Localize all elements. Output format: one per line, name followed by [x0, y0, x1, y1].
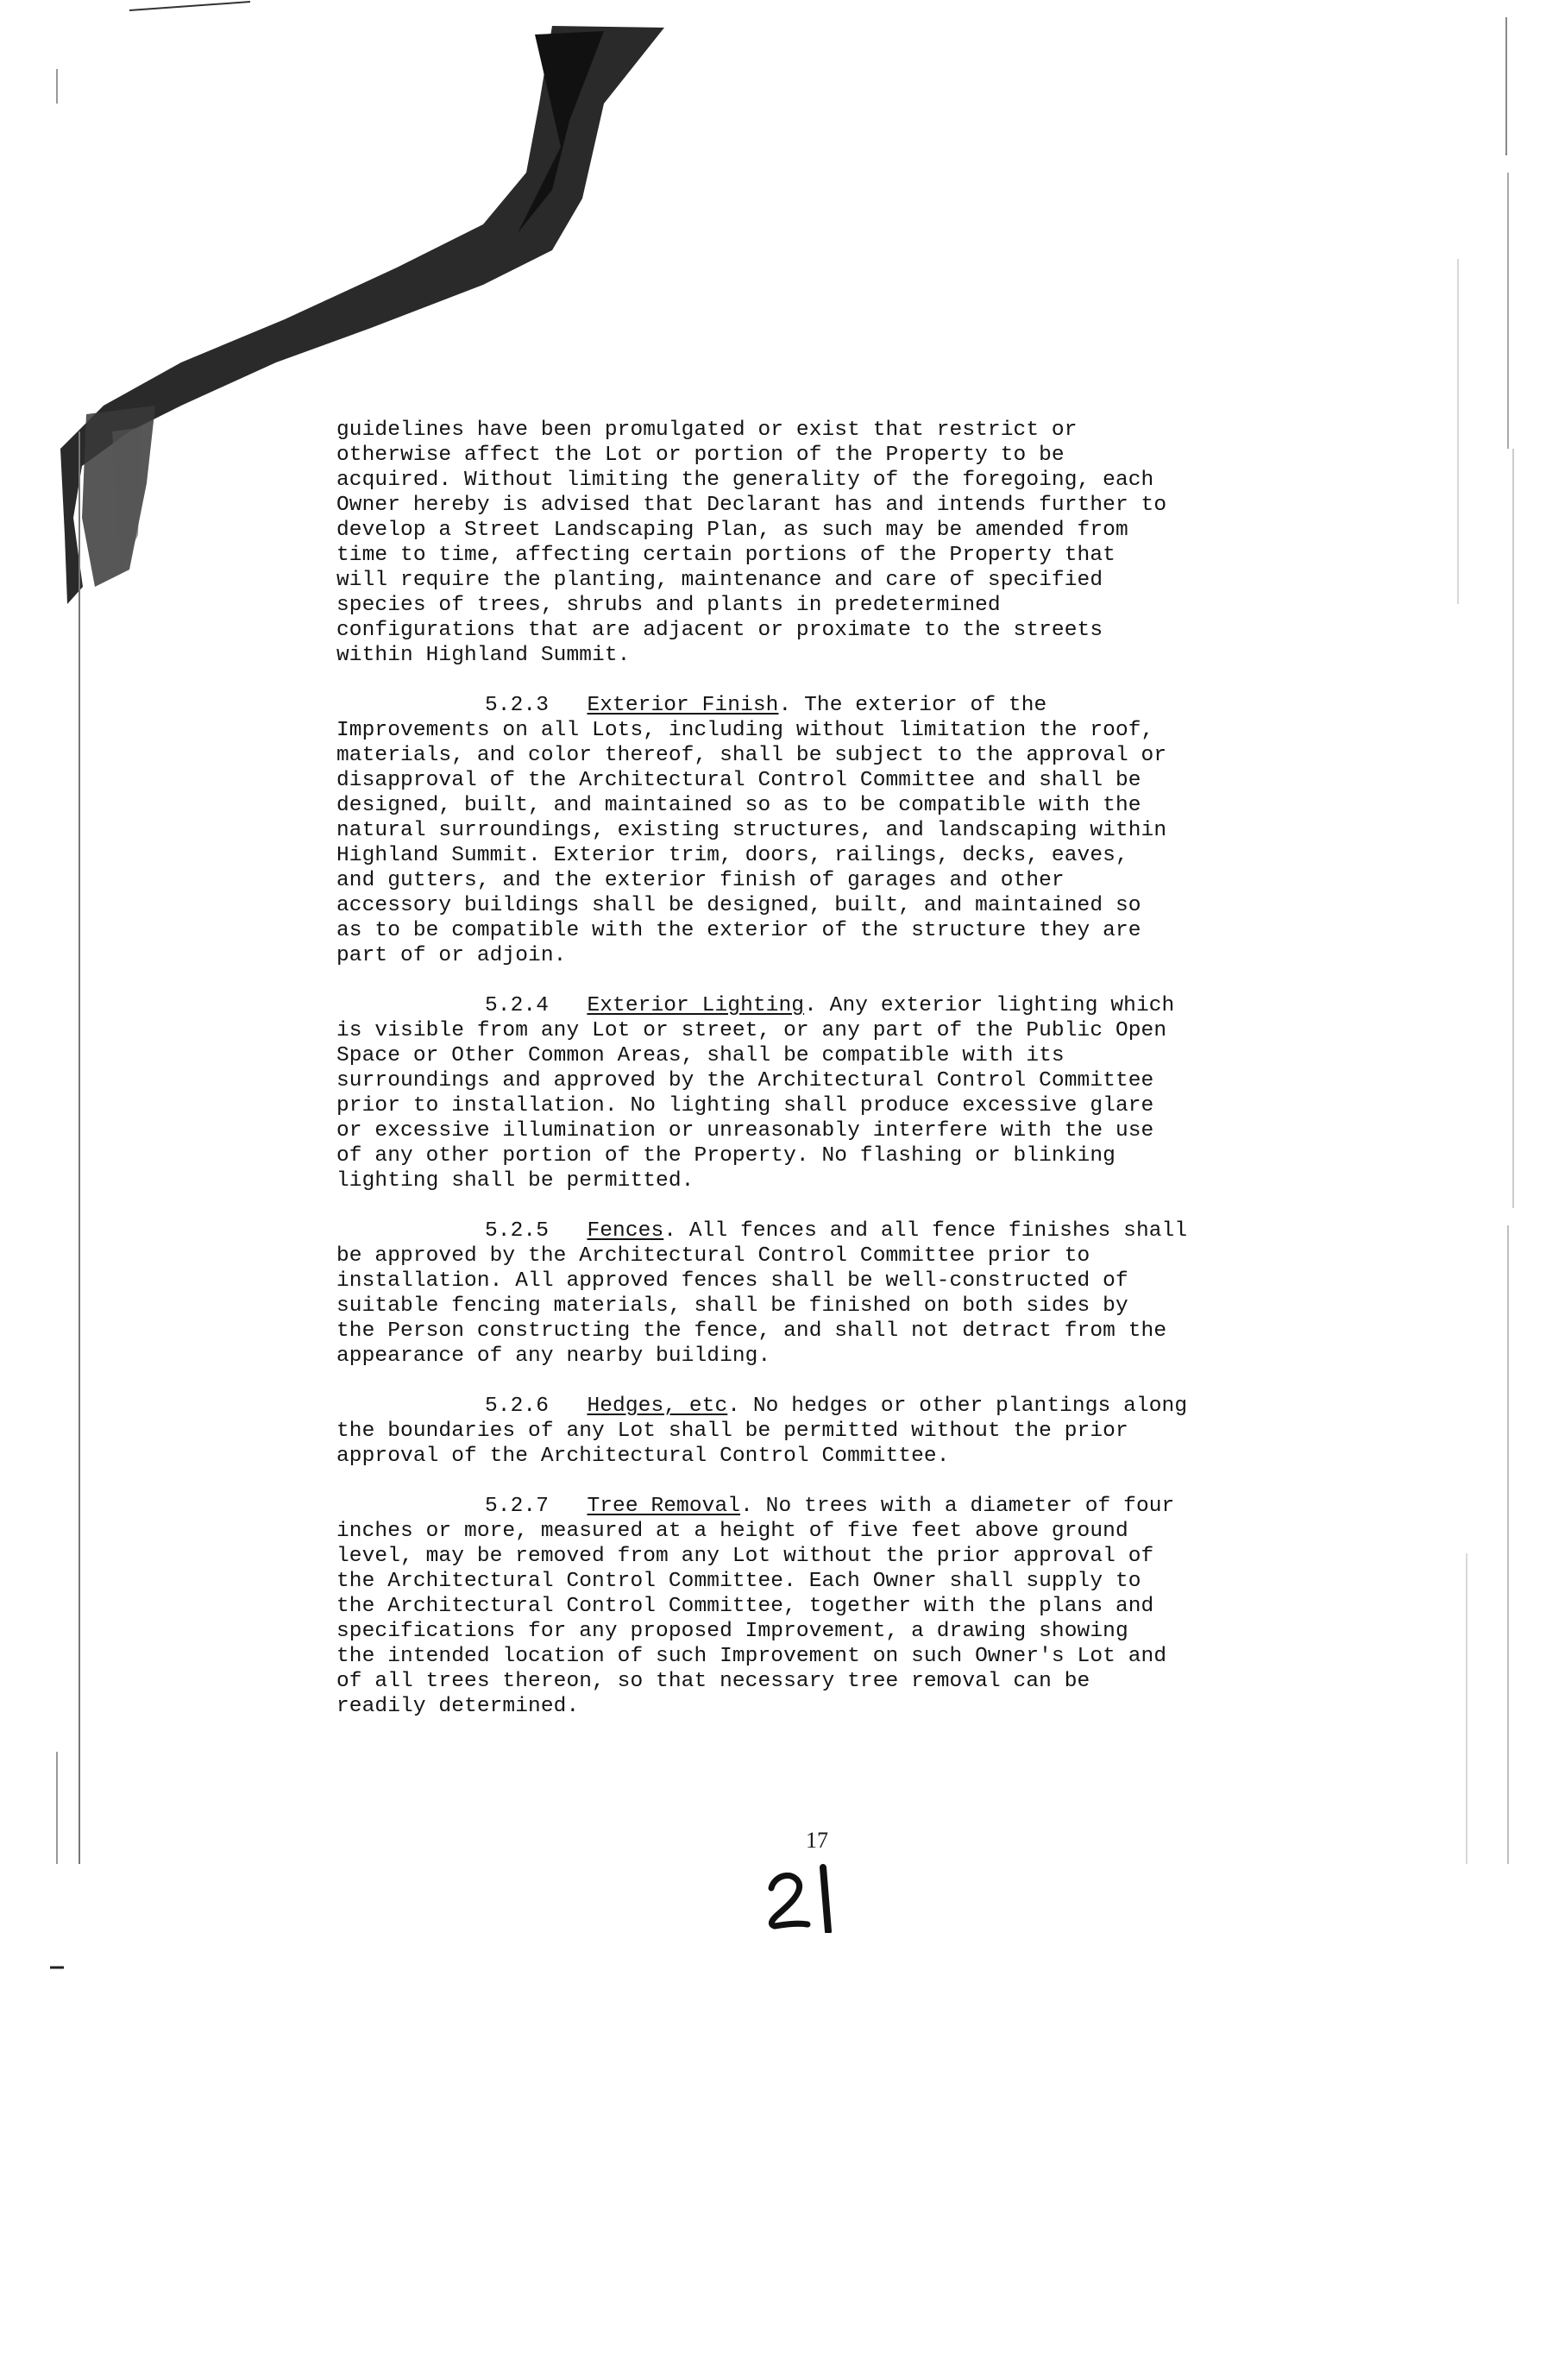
text-line: installation. All approved fences shall be well-constructed of [336, 1269, 1128, 1293]
text-line: the Architectural Control Committee. Each Owner shall supply to [336, 1570, 1141, 1593]
text-line: level, may be removed from any Lot without the prior approval of [336, 1545, 1154, 1568]
text-line: natural surroundings, existing structures, and landscaping within [336, 819, 1167, 842]
paragraph [336, 1218, 1311, 1369]
paragraph-first-line [336, 1394, 1311, 1419]
paragraph-first-line [336, 693, 1311, 718]
section-number: 5.2.5 [485, 1219, 550, 1243]
document-body [336, 418, 1311, 1744]
text-line: disapproval of the Architectural Control Committee and shall be [336, 769, 1141, 792]
text-line: materials, and color thereof, shall be subject to the approval or [336, 744, 1167, 767]
section-number: 5.2.6 [485, 1395, 550, 1418]
paragraph-first-line [336, 1494, 1311, 1519]
text-line: approval of the Architectural Control Committee. [336, 1445, 950, 1468]
text-line: Improvements on all Lots, including without limitation the roof, [336, 719, 1154, 742]
text-line: configurations that are adjacent or proximate to the streets [336, 619, 1103, 642]
first-line-text: . Any exterior lighting which [804, 994, 1175, 1017]
section-heading: Exterior Finish [587, 694, 779, 717]
text-line: guidelines have been promulgated or exist that restrict or [336, 419, 1078, 442]
handwritten-page-number [759, 1855, 854, 1933]
text-line: part of or adjoin. [336, 944, 567, 967]
text-line: is visible from any Lot or street, or any part of the Public Open [336, 1019, 1167, 1042]
text-line: suitable fencing materials, shall be finished on both sides by [336, 1294, 1128, 1318]
text-line: the Architectural Control Committee, together with the plans and [336, 1595, 1154, 1618]
paragraph-first-line [336, 993, 1311, 1018]
text-line: prior to installation. No lighting shall produce excessive glare [336, 1094, 1154, 1118]
section-heading: Fences [587, 1219, 664, 1243]
text-line: the Person constructing the fence, and shall not detract from the [336, 1319, 1167, 1343]
text-line: the boundaries of any Lot shall be permitted without the prior [336, 1420, 1128, 1443]
paragraph [336, 1494, 1311, 1719]
text-line: of all trees thereon, so that necessary tree removal can be [336, 1670, 1090, 1693]
text-line: the intended location of such Improvement on such Owner's Lot and [336, 1645, 1167, 1668]
text-line: accessory buildings shall be designed, built, and maintained so [336, 894, 1141, 917]
page-number: 17 [806, 1828, 828, 1853]
text-line: acquired. Without limiting the generality of the foregoing, each [336, 469, 1154, 492]
section-heading: Tree Removal [587, 1495, 741, 1518]
paragraph [336, 693, 1311, 968]
text-line: Highland Summit. Exterior trim, doors, railings, decks, eaves, [336, 844, 1128, 867]
first-line-text: . No trees with a diameter of four [740, 1495, 1175, 1518]
text-line: time to time, affecting certain portions of the Property that [336, 544, 1116, 567]
section-heading: Exterior Lighting [587, 994, 805, 1017]
section-number: 5.2.3 [485, 694, 550, 717]
text-line: Space or Other Common Areas, shall be compatible with its [336, 1044, 1065, 1067]
first-line-text: . All fences and all fence finishes shall [663, 1219, 1188, 1243]
text-line: inches or more, measured at a height of five feet above ground [336, 1520, 1128, 1543]
first-line-text: . No hedges or other plantings along [727, 1395, 1188, 1418]
text-line: lighting shall be permitted. [336, 1169, 694, 1193]
paragraph-first-line [336, 1218, 1311, 1244]
text-line: of any other portion of the Property. No flashing or blinking [336, 1144, 1116, 1168]
text-line: designed, built, and maintained so as to be compatible with the [336, 794, 1141, 817]
text-line: and gutters, and the exterior finish of garages and other [336, 869, 1065, 892]
text-line: surroundings and approved by the Architectural Control Committee [336, 1069, 1154, 1092]
section-number: 5.2.7 [485, 1495, 550, 1518]
text-line: readily determined. [336, 1695, 580, 1718]
text-line: will require the planting, maintenance and care of specified [336, 569, 1103, 592]
paragraph [336, 1394, 1311, 1469]
text-line: otherwise affect the Lot or portion of the Property to be [336, 444, 1065, 467]
first-line-text: . The exterior of the [778, 694, 1047, 717]
text-line: appearance of any nearby building. [336, 1344, 771, 1368]
text-line: be approved by the Architectural Control Committee prior to [336, 1244, 1090, 1268]
section-heading: Hedges, etc [587, 1395, 728, 1418]
paragraph [336, 993, 1311, 1193]
text-line: develop a Street Landscaping Plan, as such may be amended from [336, 519, 1128, 542]
text-line: within Highland Summit. [336, 644, 631, 667]
section-number: 5.2.4 [485, 994, 550, 1017]
text-line: or excessive illumination or unreasonably interfere with the use [336, 1119, 1154, 1143]
text-line: species of trees, shrubs and plants in predetermined [336, 594, 1001, 617]
text-line: Owner hereby is advised that Declarant has and intends further to [336, 494, 1167, 517]
text-line: as to be compatible with the exterior of the structure they are [336, 919, 1141, 942]
paragraph [336, 418, 1311, 668]
text-line: specifications for any proposed Improvement, a drawing showing [336, 1620, 1128, 1643]
